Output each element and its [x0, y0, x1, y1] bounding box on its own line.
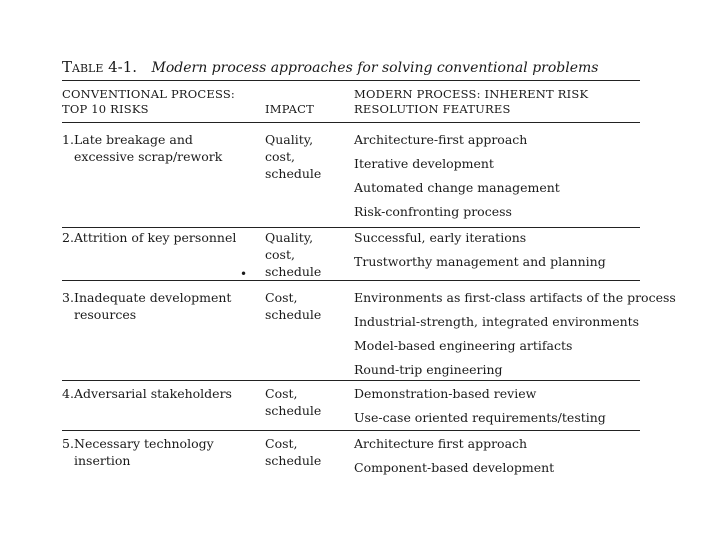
table-row-5-risk: 5.Necessary technology insertion	[62, 436, 214, 468]
features-column-header	[354, 87, 588, 117]
risk-column-header	[62, 87, 235, 117]
risk-header-line2: TOP 10 RISKS	[62, 102, 149, 116]
features-header-line2: RESOLUTION FEATURES	[354, 102, 511, 116]
table-row-2-risk: 2.Attrition of key personnel	[62, 230, 237, 245]
impact-column-header: IMPACT	[265, 102, 314, 116]
table-row-3-impact: Cost, schedule	[265, 290, 322, 322]
stray-mark: •	[240, 267, 248, 281]
table-row-1-risk: 1.Late breakage and excessive scrap/rework	[62, 132, 223, 164]
table-row-4-risk: 4.Adversarial stakeholders	[62, 386, 232, 401]
table-title: Modern process approaches for solving conventional problems	[151, 60, 599, 76]
table-row-1-impact: Quality, cost, schedule	[265, 132, 322, 181]
table-row-3-risk: 3.Inadequate development resources	[62, 290, 232, 322]
table-row-2-impact: Quality, cost, schedule	[265, 230, 322, 279]
caption-rule	[62, 80, 640, 81]
row-rule-1	[62, 227, 640, 228]
table-row-2-features: Successful, early iterations Trustworthy management and planning	[354, 230, 606, 269]
features-header-line1: MODERN PROCESS: INHERENT RISK	[354, 87, 589, 101]
table-row-1-features: Architecture-first approach Iterative development Automated change management Risk-confronting process	[354, 132, 560, 219]
risk-header-line1: CONVENTIONAL PROCESS:	[62, 87, 235, 101]
table-row-4-features: Demonstration-based review Use-case oriented requirements/testing	[354, 386, 606, 425]
row-rule-2	[62, 280, 640, 281]
table-row-4-impact: Cost, schedule	[265, 386, 322, 418]
row-rule-4	[62, 430, 640, 431]
header-rule	[62, 122, 640, 123]
table-row-5-impact: Cost, schedule	[265, 436, 322, 468]
table-label: Table 4-1.	[62, 58, 138, 76]
table-row-5-features: Architecture first approach Component-based development	[354, 436, 555, 475]
table-caption	[62, 58, 642, 76]
row-rule-3	[62, 380, 640, 381]
table-row-3-features: Environments as first-class artifacts of the process Industrial-strength, integrated environments Model-based engineering artifacts Round-trip engineering	[354, 290, 676, 377]
